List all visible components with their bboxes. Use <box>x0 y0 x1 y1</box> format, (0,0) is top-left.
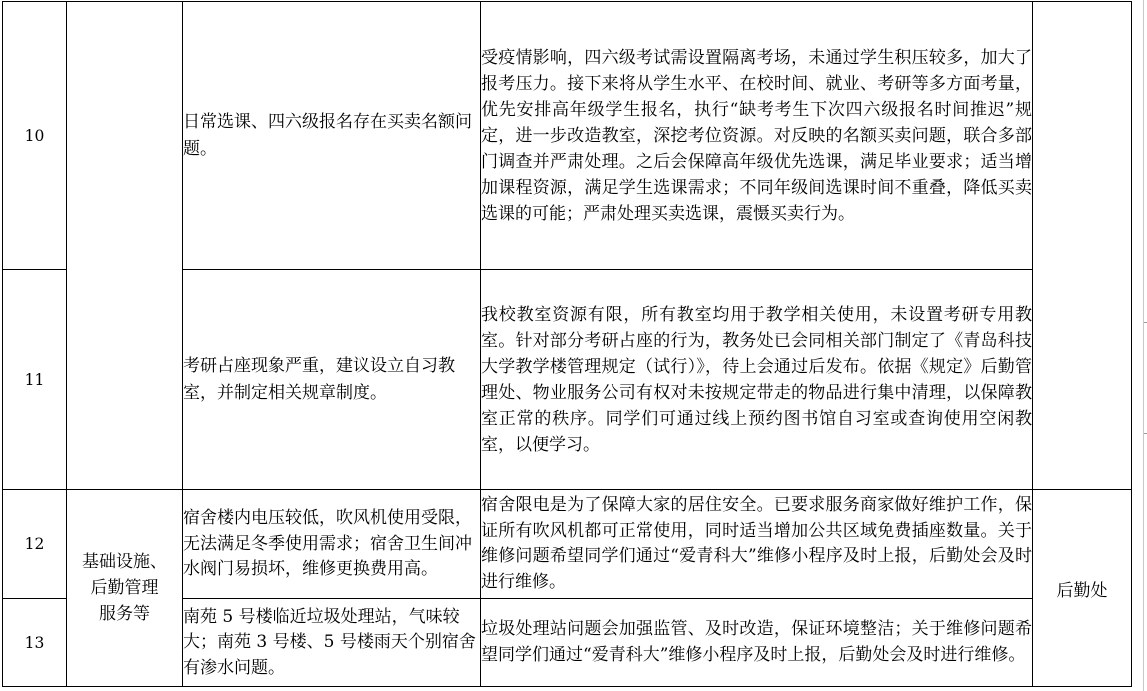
page-edge <box>1143 0 1147 691</box>
issue-text: 宿舍楼内电压较低，吹风机使用受限，无法满足冬季使用需求；宿舍卫生间冲水阀门易损坏，维修更换费用高。 <box>183 490 481 599</box>
issue-text: 考研占座现象严重，建议设立自习教室，并制定相关规章制度。 <box>183 270 481 490</box>
issue-text: 南苑 5 号楼临近垃圾处理站，气味较大；南苑 3 号楼、5 号楼雨天个别宿舍有渗水问题。 <box>183 599 481 687</box>
response-text: 垃圾处理站问题会加强监管、及时改造，保证环境整洁；关于维修问题希望同学们通过“爱青科大”维修小程序及时上报，后勤处会及时进行维修。 <box>481 599 1033 687</box>
row-number: 13 <box>3 599 67 687</box>
response-text: 受疫情影响，四六级考试需设置隔离考场，未通过学生积压较多，加大了报考压力。接下来将从学生水平、在校时间、就业、考研等多方面考量，优先安排高年级学生报名，执行“缺考考生下次四六级报名时间推迟”规定，进一步改造教室，深挖考位资源。对反映的名额买卖问题，联合多部门调查并严肃处理。之后会保障高年级优先选课，满足毕业要求；适当增加课程资源，满足学生选课需求；不同年级间选课时间不重叠，降低买卖选课的可能；严肃处理买卖选课，震慑买卖行为。 <box>481 2 1033 270</box>
category-line: 基础设施、 <box>82 552 167 572</box>
department-cell-empty <box>1033 2 1132 490</box>
response-text: 我校教室资源有限，所有教室均用于教学相关使用，未设置考研专用教室。针对部分考研占座的行为，教务处已会同相关部门制定了《青岛科技大学教学楼管理规定（试行）》，待上会通过后发布。依据《规定》后勤管理处、物业服务公司有权对未按规定带走的物品进行集中清理，以保障教室正常的秩序。同学们可通过线上预约图书馆自习室或查询使用空闲教室，以便学习。 <box>481 270 1033 490</box>
issue-text: 日常选课、四六级报名存在买卖名额问题。 <box>183 2 481 270</box>
category-line: 后勤管理 <box>90 578 159 598</box>
category-line: 服务等 <box>99 604 150 624</box>
response-text: 宿舍限电是为了保障大家的居住安全。已要求服务商家做好维护工作，保证所有吹风机都可正常使用，同时适当增加公共区域免费插座数量。关于维修问题希望同学们通过“爱青科大”维修小程序及时上报，后勤处会及时进行维修。 <box>481 490 1033 599</box>
category-cell-empty <box>67 2 183 490</box>
row-number: 12 <box>3 490 67 599</box>
table-row <box>3 490 1132 599</box>
category-cell <box>67 490 183 687</box>
row-number: 11 <box>3 270 67 490</box>
feedback-table <box>2 1 1132 687</box>
table-row <box>3 2 1132 270</box>
department-cell: 后勤处 <box>1033 490 1132 687</box>
row-number: 10 <box>3 2 67 270</box>
